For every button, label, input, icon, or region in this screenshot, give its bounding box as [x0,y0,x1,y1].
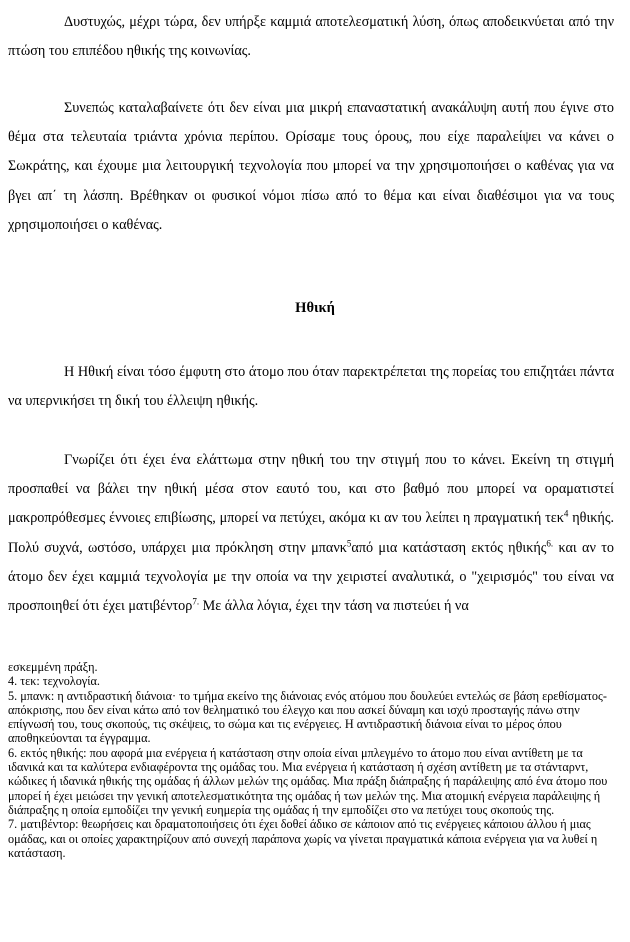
footnote-ref-5: 5 [346,537,352,548]
footnote-4: 4. τεκ: τεχνολογία. [8,674,100,689]
footnote-ref-7: 7. [192,596,200,607]
paragraph-defect-text-1: Γνωρίζει ότι έχει ένα ελάττωμα στην ηθική του την στιγμή που το κάνει. Εκείνη τη στιγμή προσπαθεί να βάλει την ηθική μέσα στον εαυτό του, και στο βαθμό που μπορεί να οραματιστεί μακροπρόθεσμες έννοιες επιβίωσης, μπορεί να πετύχει, ακόμα κι αν του λείπει η πραγματική τεκ [8,452,614,527]
paragraph-defect [8,446,614,621]
paragraph-defect-text-3: από μια κατάσταση εκτός ηθικής [351,539,547,556]
footnote-ref-6: 6. [546,537,554,548]
paragraph-discovery [8,94,614,240]
footnote-continuation: εσκεμμένη πράξη. [8,660,98,674]
footnote-6: 6. εκτός ηθικής: που αφορά μια ενέργεια ή κατάσταση στην οποία είναι μπλεγμένο το άτομο που είναι αντίθετη με τα ιδανικά και τα καλύτερα ενδιαφέροντα της ομάδας του. Μια ενέργεια ή κατάσταση ή σχέση αντίθετη με τα στάνταρντ, κώδικες ή ιδανικά ηθικής της ομάδας ή άλλων μελών της ομάδας. Μια πράξη διάπραξης ή παράλειψης από ένα άτομο που μπορεί ή έχει μειώσει την γενική αποτελεσματικότητα της ομάδας ή των μελών της. Μια ατομική ενέργεια παράλειψης ή διάπραξης η οποία εμποδίζει την γενική ευημερία της ομάδας ή την εμποδίζει στο να πετύχει τους σκοπούς της. [8,745,608,817]
footnote-ref-4: 4 [563,508,569,519]
section-heading: Ηθική [295,300,335,316]
paragraph-intro [8,8,614,66]
paragraph-defect-text-5: Με άλλα λόγια, έχει την τάση να πιστεύει ή να [199,598,469,615]
paragraph-ethics [8,358,614,416]
paragraph-discovery-text: Συνεπώς καταλαβαίνετε ότι δεν είναι μια μικρή επαναστατική ανακάλυψη αυτή που έγινε στο θέμα στα τελευταία τριάντα χρόνια περίπου. Ορίσαμε τους όρους, που είχε παραλείψει να κάνει ο Σωκράτης, και έχουμε μια λειτουργική τεχνολογία που μπορεί να την χρησιμοποιήσει ο καθένας για να βγει απ΄ τη λάσπη. Βρέθηκαν οι φυσικοί νόμοι πίσω από το θέμα και είναι διαθέσιμοι για να τους χρησιμοποιήσει ο καθένας. [8,100,614,233]
footnotes [8,660,614,860]
footnote-5: 5. μπανκ: η αντιδραστική διάνοια· το τμήμα εκείνο της διάνοιας ενός ατόμου που δουλεύει εντελώς σε βάση ερεθίσματος-απόκρισης, που δεν είναι κάτω από τον θεληματικό του έλεγχο και που ασκεί δύναμη και ισχύ προσταγής πάνω στην επίγνωσή του, τους σκοπούς, τις σκέψεις, το σώμα και τις ενέργειες. Η αντιδραστική διάνοια είναι το μέρος όπου αποθηκεύονται τα έγγραμμα. [8,688,607,746]
paragraph-defect-text-4: και αν το άτομο δεν έχει καμμιά τεχνολογία με την οποία να την χειριστεί αναλυτικά, ο "χειρισμός" του είναι να προσποιηθεί ότι έχει ματιβέντορ [8,539,614,615]
paragraph-ethics-text: Η Ηθική είναι τόσο έμφυτη στο άτομο που όταν παρεκτρέπεται της πορείας του επιζητάει πάντα να υπερνικήσει τη δική του έλλειψη ηθικής. [8,364,614,410]
paragraph-defect-text-2: ηθικής. Πολύ συχνά, ωστόσο, υπάρχει μια πρόκληση στην μπανκ [8,510,614,556]
paragraph-intro-text: Δυστυχώς, μέχρι τώρα, δεν υπήρξε καμμιά αποτελεσματική λύση, όπως αποδεικνύεται από την πτώση του επιπέδου ηθικής της κοινωνίας. [8,14,614,60]
footnote-7: 7. ματιβέντορ: θεωρήσεις και δραματοποιήσεις ότι έχει δοθεί άδικο σε κάποιον από τις ενέργειες κάποιου άλλου ή μιας ομάδας, και οι οποίες χαρακτηρίζουν από συνεχή παράπονα χωρίς να γίνεται πραγματικά κάποια ενέργεια για να λυθεί η κατάσταση. [8,817,598,860]
